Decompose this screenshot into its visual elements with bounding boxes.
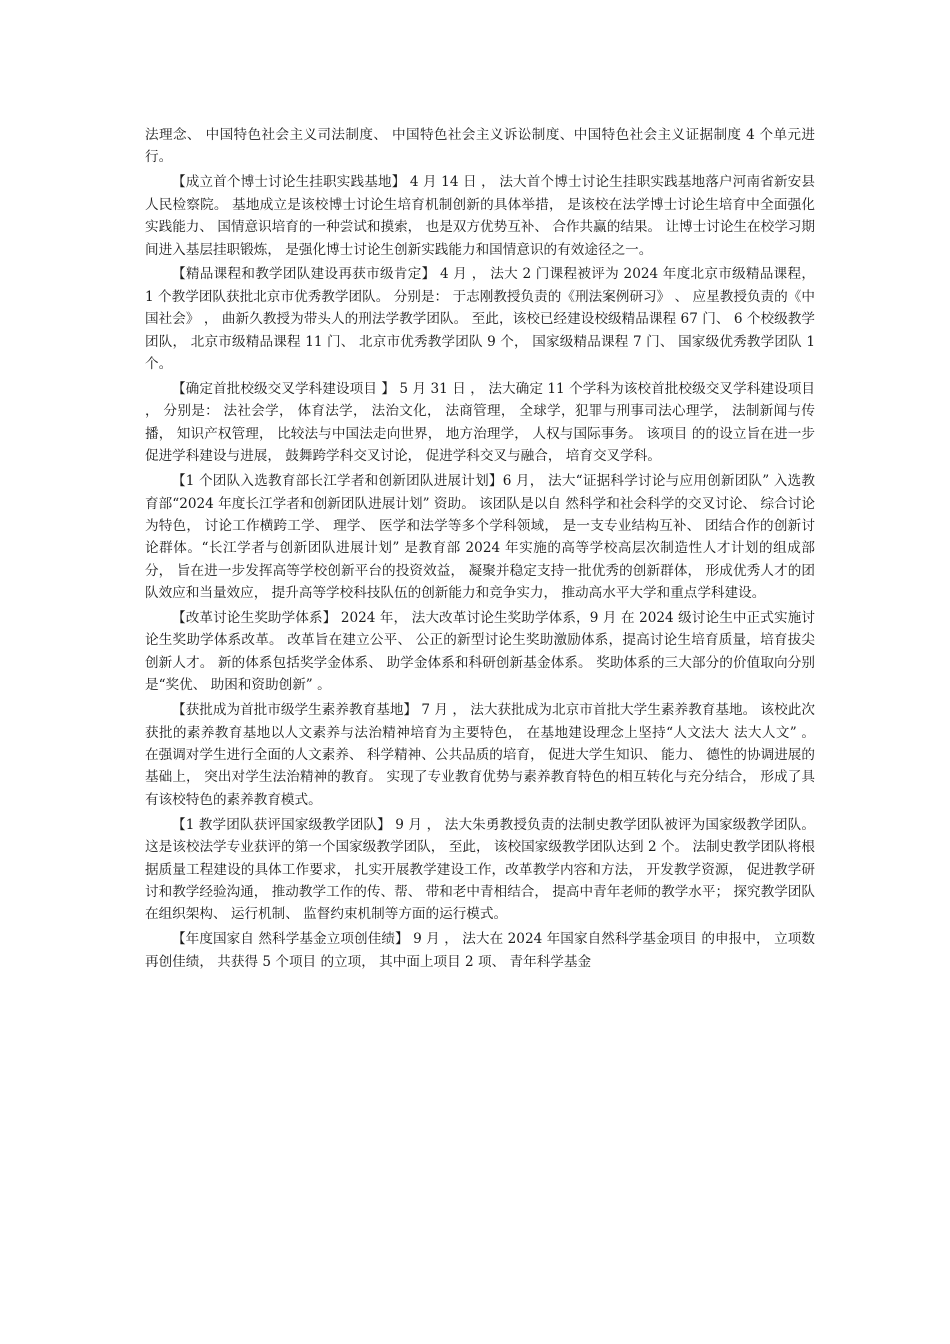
paragraph-quality-courses: 【精品课程和教学团队建设再获市级肯定】 4 月 ， 法大 2 门课程被评为 2024 年度北京市级精品课程， 1 个教学团队获批北京市优秀教学团队。 分别是： 于志刚教授负责的《刑法案例研习》 、 应星教授负责的《中国社会》 ， 曲新久教授为带头人的刑法学教学团队。 至此，该校已经建设校级精品课程 67 门、 6 个校级教学团队， 北京市级精品课程 11 门、 北京市优秀教学团队 9 个， 国家级精品课程 7 门、 国家级优秀教学团队 1 个。 <box>145 266 815 373</box>
paragraph-changjiang-team: 【1 个团队入选教育部长江学者和创新团队进展计划】6 月， 法大“证据科学讨论与应用创新团队” 入选教育部“2024 年度长江学者和创新团队进展计划” 资助。 该团队是以自 然科学和社会科学的交叉讨论、 综合讨论为特色， 讨论工作横跨工学、 理学、 医学和法学等多个学科领域， 是一支专业结构互补、 团结合作的创新讨论群体。“长江学者与创新团队进展计划” 是教育部 2024 年实施的高等学校高层次制造性人才计划的组成部分， 旨在进一步发挥高等学校创新平台的投资效益， 凝聚并稳定支持一批优秀的创新群体， 形成优秀人才的团队效应和当量效应， 提升高等学校科技队伍的创新能力和竞争实力， 推动高水平大学和重点学科建设。 <box>145 473 815 602</box>
paragraph-doctoral-practice-base: 【成立首个博士讨论生挂职实践基地】 4 月 14 日 ， 法大首个博士讨论生挂职实践基地落户河南省新安县人民检察院。 基地成立是该校博士讨论生培育机制创新的具体举措， 是该校在法学博士讨论生培育中全面强化实践能力、 国情意识培育的一种尝试和摸索， 也是双方优势互补、 合作共赢的结果。 让博士讨论生在校学习期间进入基层挂职锻炼， 是强化博士讨论生创新实践能力和国情意识的有效途径之一。 <box>145 174 815 258</box>
paragraph-nsfc-projects: 【年度国家自 然科学基金立项创佳绩】 9 月 ， 法大在 2024 年国家自然科学基金项目 的申报中， 立项数再创佳绩， 共获得 5 个项目 的立项， 其中面上项目 2 项、 青年科学基金 <box>145 931 815 970</box>
paragraph-national-teaching-team: 【1 教学团队获评国家级教学团队】 9 月 ， 法大朱勇教授负责的法制史教学团队被评为国家级教学团队。 这是该校法学专业获评的第一个国家级教学团队， 至此， 该校国家级教学团队达到 2 个。 法制史教学团队将根据质量工程建设的具体工作要求， 扎实开展教学建设工作，改革教学内容和方法， 开发教学资源， 促进教学研讨和教学经验沟通， 推动教学工作的传、帮、 带和老中青相结合， 提高中青年老师的教学水平； 探究教学团队在组织架构、 运行机制、 监督约束机制等方面的运行模式。 <box>145 816 815 923</box>
paragraph-continuation: 法理念、 中国特色社会主义司法制度、 中国特色社会主义诉讼制度、中国特色社会主义证据制度 4 个单元进行。 <box>145 127 815 166</box>
paragraph-literacy-base: 【获批成为首批市级学生素养教育基地】 7 月 ， 法大获批成为北京市首批大学生素养教育基地。 该校此次获批的素养教育基地以人文素养与法治精神培育为主要特色， 在基地建设理念上坚持“人文法大 法大人文” 。 在强调对学生进行全面的人文素养、 科学精神、公共品质的培育， 促进大学生知识、 能力、 德性的协调进展的基础上， 突出对学生法治精神的教育。 实现了专业教育优势与素养教育特色的相互转化与充分结合， 形成了具有该校特色的素养教育模式。 <box>145 702 815 808</box>
paragraph-scholarship-reform: 【改革讨论生奖助学体系】 2024 年， 法大改革讨论生奖助学体系，9 月 在 2024 级讨论生中正式实施讨论生奖助学体系改革。 改革旨在建立公平、 公正的新型讨论生奖助激励体系，提高讨论生培育质量，培育拔尖创新人才。 新的体系包括奖学金体系、 助学金体系和科研创新基金体系。 奖助体系的三大部分的价值取向分别是“奖优、 助困和资助创新” 。 <box>145 610 815 694</box>
paragraph-interdisciplinary-projects: 【确定首批校级交叉学科建设项目 】 5 月 31 日 ， 法大确定 11 个学科为该校首批校级交叉学科建设项目 ， 分别是： 法社会学， 体育法学， 法治文化， 法商管理， 全球学，犯罪与刑事司法心理学， 法制新闻与传播， 知识产权管理， 比较法与中国法走向世界， 地方治理学， 人权与国际事务。 该项目 的的设立旨在进一步促进学科建设与进展， 鼓舞跨学科交叉讨论， 促进学科交叉与融合， 培育交叉学科。 <box>145 380 815 465</box>
document-body <box>145 124 815 976</box>
